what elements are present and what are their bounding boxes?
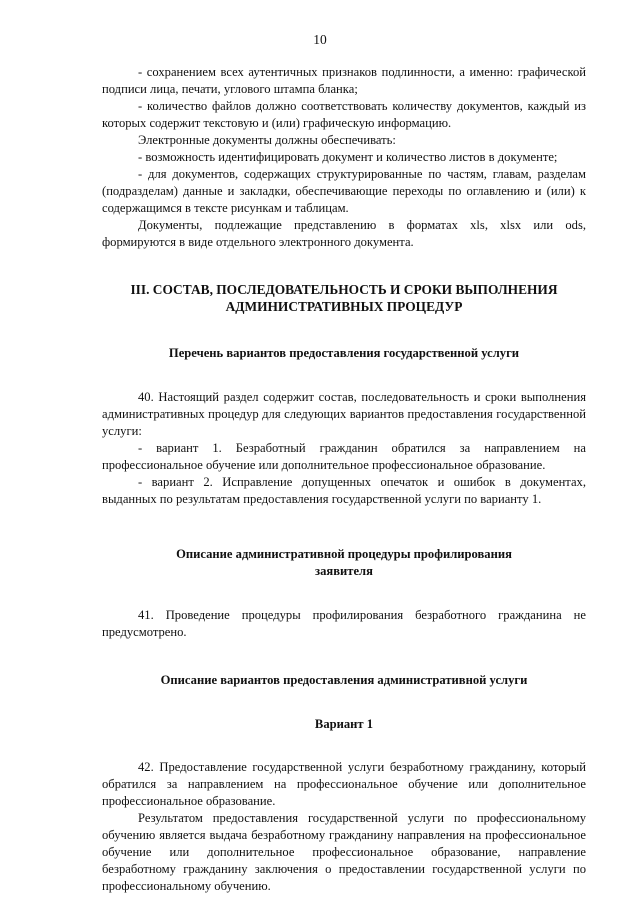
paragraph-file-count: - количество файлов должно соответствовать количеству документов, каждый из которых содержит текстовую и (или) графическую информацию. xyxy=(102,99,586,130)
paragraph-variant-1: - вариант 1. Безработный гражданин обратился за направлением на профессиональное обучение или дополнительное профессиональное образование. xyxy=(102,441,586,472)
subsection-title-profiling-line2: заявителя xyxy=(315,564,373,578)
subsection-title-variants-description: Описание вариантов предоставления административной услуги xyxy=(160,673,528,687)
paragraph-result: Результатом предоставления государственной услуги по профессиональному обучению является выдача безработному гражданину направления на профессиональное обучение или дополнительное профессиональное образование, направление безработному гражданину заключения о предоставлении государственной услуги по профессиональному обучению. xyxy=(102,811,586,893)
paragraph-identify-document: - возможность идентифицировать документ и количество листов в документе; xyxy=(138,150,558,164)
paragraph-42: 42. Предоставление государственной услуги безработному гражданину, который обратился за направлением на профессиональное обучение или дополнительное профессиональное образование. xyxy=(102,760,586,808)
paragraph-formats: Документы, подлежащие представлению в форматах xls, xlsx или ods, формируются в виде отдельного электронного документа. xyxy=(102,218,586,249)
section-title xyxy=(102,281,586,315)
paragraph-structured-docs: - для документов, содержащих структурированные по частям, главам, разделам (подразделам) данные и закладки, обеспечивающие переходы по оглавлению и (или) к содержащимся в тексте рисункам и таблицам. xyxy=(102,167,586,215)
page-number: 10 xyxy=(313,32,327,47)
variant-heading: Вариант 1 xyxy=(314,717,374,731)
paragraph-41: 41. Проведение процедуры профилирования безработного гражданина не предусмотрено. xyxy=(102,608,586,639)
paragraph-40: 40. Настоящий раздел содержит состав, последовательность и сроки выполнения административных процедур для следующих вариантов предоставления государственной услуги: xyxy=(102,390,586,438)
paragraph-variant-2: - вариант 2. Исправление допущенных опечаток и ошибок в документах, выданных по результатам предоставления государственной услуги по варианту 1. xyxy=(102,475,586,506)
paragraph-authenticity: - сохранением всех аутентичных признаков подлинности, а именно: графической подписи лица, печати, углового штампа бланка; xyxy=(102,65,586,96)
section-title-line1: III. СОСТАВ, ПОСЛЕДОВАТЕЛЬНОСТЬ И СРОКИ ВЫПОЛНЕНИЯ xyxy=(130,282,558,297)
section-title-line2: АДМИНИСТРАТИВНЫХ ПРОЦЕДУР xyxy=(225,299,463,314)
paragraph-electronic-docs: Электронные документы должны обеспечивать: xyxy=(138,133,396,147)
document-body xyxy=(102,64,586,895)
subsection-title-profiling xyxy=(102,546,586,580)
subsection-title-profiling-line1: Описание административной процедуры профилирования xyxy=(176,547,512,561)
subsection-title-variants: Перечень вариантов предоставления государственной услуги xyxy=(168,346,520,360)
